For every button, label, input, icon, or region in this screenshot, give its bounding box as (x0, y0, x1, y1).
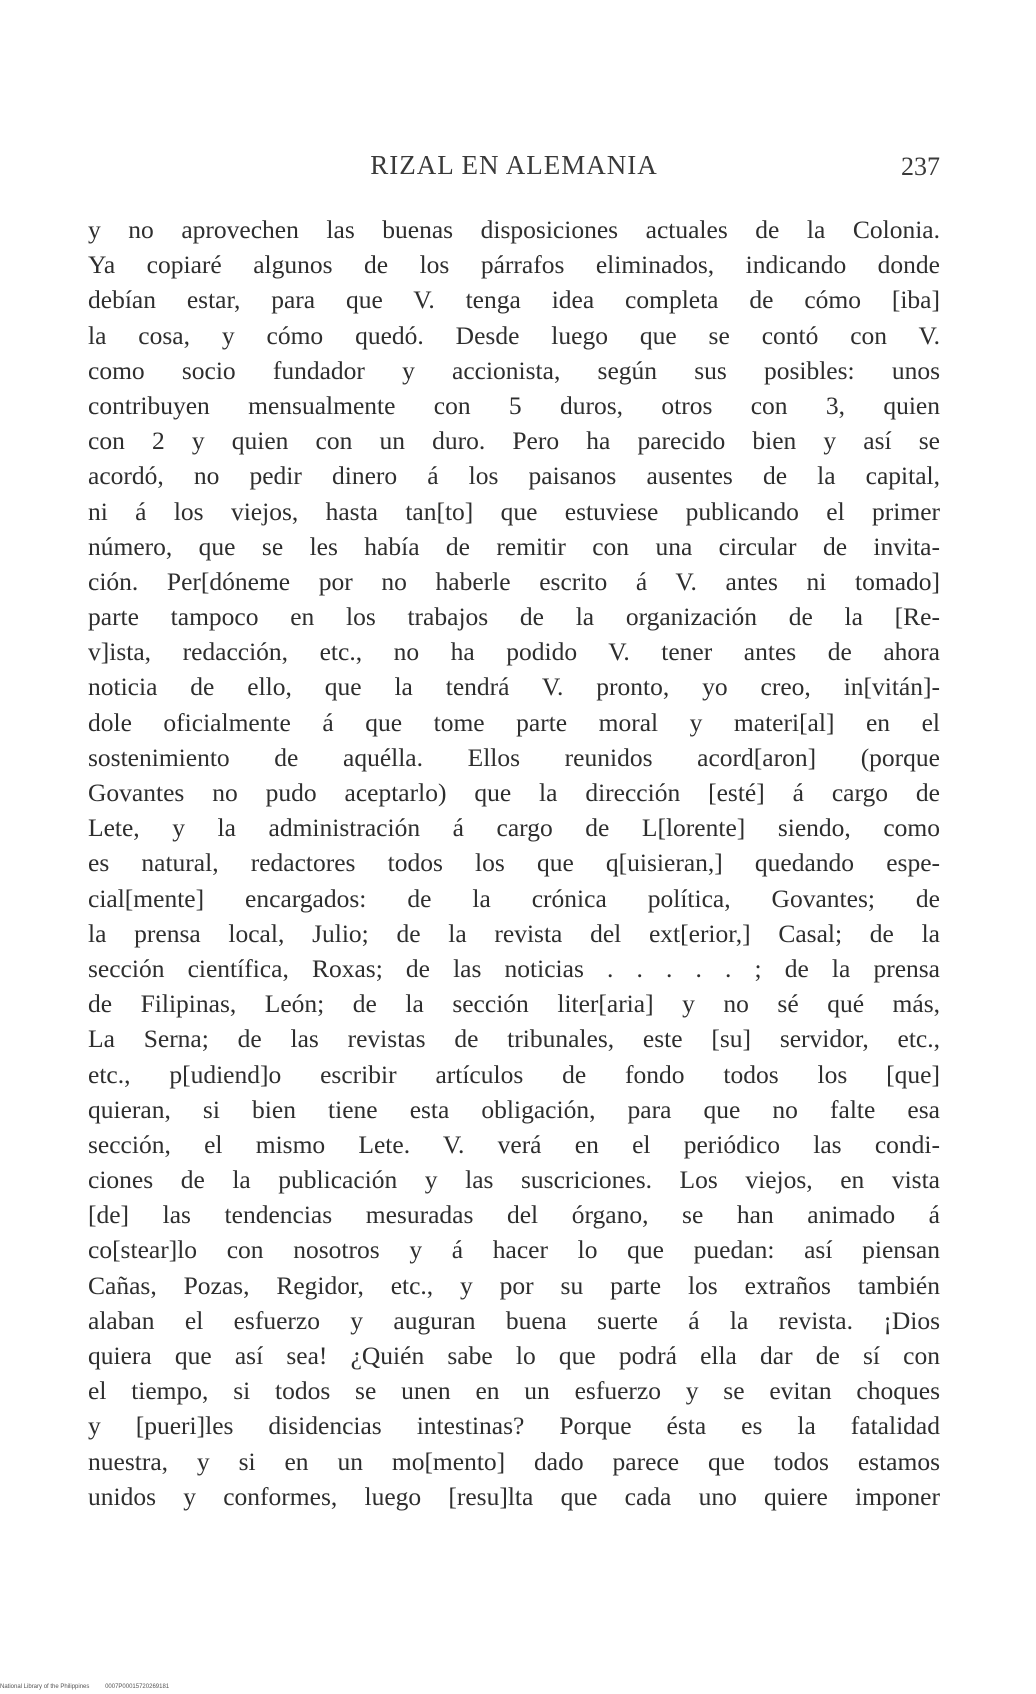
text-line-4: la cosa, y cómo quedó. Desde luego que se contó con V. (88, 320, 940, 350)
text-line-18: Lete, y la administración á cargo de L[lorente] siendo, como (88, 813, 940, 843)
text-line-31: Cañas, Pozas, Regidor, etc., y por su parte los extraños también (88, 1270, 940, 1300)
text-line-17: Govantes no pudo aceptarlo) que la dirección [esté] á cargo de (88, 778, 940, 807)
text-line-6: contribuyen mensualmente con 5 duros, otros con 3, quien (88, 390, 940, 420)
text-line-34: el tiempo, si todos se unen en un esfuerzo y se evitan choques (88, 1376, 940, 1406)
text-line-11: ción. Per[dóneme por no haberle escrito á V. antes ni tomado] (88, 566, 940, 596)
text-line-15: dole oficialmente á que tome parte moral y materi[al] en el (88, 707, 940, 737)
text-line-12: parte tampoco en los trabajos de la organización de la [Re- (88, 602, 940, 632)
text-line-20: cial[mente] encargados: de la crónica política, Govantes; de (88, 883, 940, 913)
text-line-32: alaban el esfuerzo y auguran buena suerte á la revista. ¡Dios (88, 1305, 940, 1335)
footer-identifier: 0007P00015720269181 (105, 1684, 170, 1690)
text-line-35: y [pueri]les disidencias intestinas? Porque ésta es la fatalidad (88, 1411, 940, 1441)
text-line-16: sostenimiento de aquélla. Ellos reunidos acord[aron] (porque (88, 742, 940, 772)
running-head (88, 150, 940, 190)
text-line-9: ni á los viejos, hasta tan[to] que estuviese publicando el primer (88, 496, 940, 526)
text-line-2: Ya copiaré algunos de los párrafos eliminados, indicando donde (88, 250, 940, 280)
text-line-28: ciones de la publicación y las suscriciones. Los viejos, en vista (88, 1165, 940, 1195)
text-line-29: [de] las tendencias mesuradas del órgano, se han animado á (88, 1200, 940, 1230)
text-line-27: sección, el mismo Lete. V. verá en el periódico las condi- (88, 1129, 940, 1159)
text-line-3: debían estar, para que V. tenga idea completa de cómo [iba] (88, 285, 940, 315)
text-line-37: unidos y conformes, luego [resu]lta que cada uno quiere imponer (88, 1481, 940, 1511)
running-title: RIZAL EN ALEMANIA (370, 150, 658, 180)
text-line-5: como socio fundador y accionista, según sus posibles: unos (88, 355, 940, 385)
text-line-25: etc., p[udiend]o escribir artículos de fondo todos los [que] (88, 1059, 940, 1089)
text-line-8: acordó, no pedir dinero á los paisanos ausentes de la capital, (88, 461, 940, 491)
text-line-36: nuestra, y si en un mo[mento] dado parece que todos estamos (88, 1446, 940, 1476)
text-line-33: quiera que así sea! ¿Quién sabe lo que podrá ella dar de sí con (88, 1341, 940, 1370)
text-line-23: de Filipinas, León; de la sección liter[aria] y no sé qué más, (88, 989, 940, 1019)
text-line-21: la prensa local, Julio; de la revista del ext[erior,] Casal; de la (88, 918, 940, 948)
text-line-22: sección científica, Roxas; de las noticias . . . . . ; de la prensa (88, 953, 940, 983)
body-text (88, 212, 940, 1514)
text-line-14: noticia de ello, que la tendrá V. pronto, yo creo, in[vitán]- (88, 672, 940, 702)
text-line-1: y no aprovechen las buenas disposiciones actuales de la Colonia. (88, 215, 940, 244)
text-line-24: La Serna; de las revistas de tribunales, este [su] servidor, etc., (88, 1024, 940, 1054)
text-line-10: número, que se les había de remitir con una circular de invita- (88, 531, 940, 561)
scan-footer (0, 1684, 183, 1690)
page-number: 237 (901, 152, 940, 181)
text-line-7: con 2 y quien con un duro. Pero ha parecido bien y así se (88, 426, 940, 456)
text-line-19: es natural, redactores todos los que q[uisieran,] quedando espe- (88, 848, 940, 878)
text-line-30: co[stear]lo con nosotros y á hacer lo que puedan: así piensan (88, 1235, 940, 1265)
footer-source: National Library of the Philippines (0, 1684, 90, 1690)
text-line-13: v]ista, redacción, etc., no ha podido V. tener antes de ahora (88, 637, 940, 667)
text-line-26: quieran, si bien tiene esta obligación, para que no falte esa (88, 1094, 940, 1124)
